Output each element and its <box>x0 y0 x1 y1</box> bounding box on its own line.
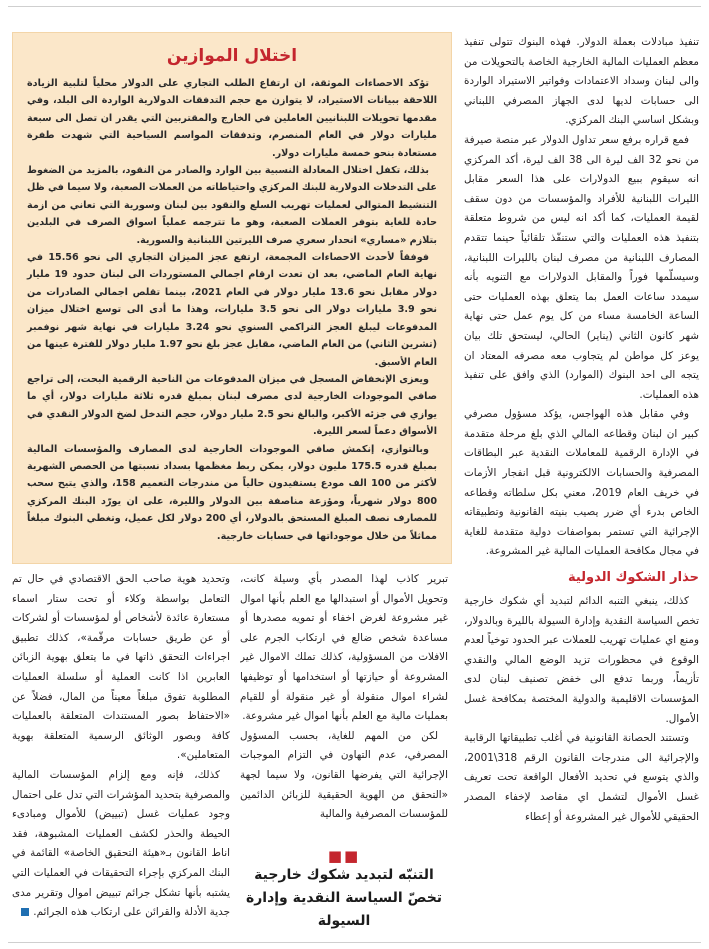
right-paragraph-1: تنفيذ مبادلات بعملة الدولار. فهذه البنوك تتولى تنفيذ معظم العمليات المالية الخارجية الخاصة بالتحويلات من والى لبنان وسداد الاعتمادات وفواتير الاستيراد الواردة الى حسابات لديها لدى الجهاز المصرفي اللبناني وبشكل اساسي البنك المركزي. <box>464 36 699 127</box>
box-paragraph-5: وبالتوازي، إنكمش صافي الموجودات الخارجية لدى المصارف والمؤسسات المالية بمبلغ قدره 175.5 مليون دولار، يمكن ربط مغظمها بسداد نسبتها من الحصص الشهرية لأكثر من 100 الف مودع يستفيدون حالياً من مندرجات التعميم 158، والذي يتيح سحب 800 دولار شهرياً، ومؤزعة مناصفة بين الدولار والليرة، على ان يورّد البنك المركزي للمصارف نصف المبلغ المستحق بالدولار، أي 200 دولار لكل عميل، وتغطي البنوك مبلغاً مماثلاً من خلال موجوداتها في حسابات خارجية. <box>27 443 437 542</box>
middle-paragraph-1: تبرير كاذب لهذا المصدر بأي وسيلة كانت، وتحويل الأموال أو استبدالها مع العلم بأنها اموال غير مشروعة لغرض اخفاء أو تمويه مصدرها أو مساعدة شخص ضالع في ارتكاب الجرم على الافلات من المسؤولية، كذلك تملك الاموال غير المشروعة أو حيازتها أو استخدامها أو توظيفها لشراء اموال منقولة أو غير منقولة أو للقيام بعمليات مالية مع العلم بأنها اموال غير مشروعة. <box>240 573 448 723</box>
bottom-rule <box>8 942 701 943</box>
left-paragraph-2-text: كذلك، فإنه ومع إلزام المؤسسات المالية والمصرفية بتحديد المؤشرات التي تدل على احتمال وجود عمليات غسل (تبييض) للأموال ومبادىء الحيطة والحذر لكشف العمليات المشبوهة، فقد اناط القانون بـ«هيئة التحقيق الخاصة» القائمة في البنك المركزي بإجراء التحقيقات في العمليات التي يشتبه بأنها تشكل جرائم تبييض اموال وتقرير مدى جدية الأدلة والقرائن على ارتكاب هذه الجرائم. <box>12 768 230 919</box>
top-rule <box>8 6 701 7</box>
left-paragraph-1: وتحديد هوية صاحب الحق الاقتصادي في حال تم التعامل بواسطة وكلاء أو تحت ستار اسماء مستعارة عائدة لأشخاص أو لمؤسسات أو لشركات أو عن طريق حسابات مرقّمة»، كذلك تطبيق اجراءات التحقق ذاتها في ما يتعلق بهوية الزبائن العابرين اذا كانت العملية أو سلسلة العمليات المطلوبة تفوق مبلغاً معيناً من المال، فضلاً عن «الاحتفاظ بصور المستندات المتعلقة بالعمليات كافة وبصور الوثائق الرسمية المتعلقة بهوية المتعاملين». <box>12 573 230 762</box>
end-mark-icon <box>21 908 29 916</box>
quote-line-2: تخصّ السياسة النقدية وإدارة السيولة <box>245 890 443 929</box>
right-column <box>464 33 699 938</box>
box-paragraph-4: ويعزى الإنخفاض المسجل في ميزان المدفوعات من الناحية الرقمية البحت، إلى تراجع صافي الموجودات الخارجية لدى مصرف لبنان بمبلغ قدره ثلاثة مليارات دولار، أي ما يوازي في جزئه الأكبر، والبالغ نحو 2.5 مليار دولار، حجم التدخل لضخ الدولار النقدي في الأسواق دعماً لسعر الليرة. <box>27 373 437 438</box>
right-paragraph-4: كذلك، ينبغي التنبه الدائم لتبديد أي شكوك خارجية تخص السياسة النقدية وإدارة السيولة بالليرة وبالدولار، ومنع اي عمليات تهريب للعملات عبر الحدود توخياً لعدم الوقوع في محظورات تزيد الوضع المالي والنقدي تأزيماً، وربما تدفع الى خفض تصنيف لبنان لدى المؤسسات الاقليمية والدولية المختصة بمكافحة غسل الأموال. <box>464 595 699 725</box>
left-paragraph-2 <box>12 766 230 923</box>
pull-quote <box>240 848 448 938</box>
quote-line-1: التنبّه لتبديد شكوك خارجية <box>254 867 434 883</box>
middle-column <box>240 570 448 870</box>
sidebar-box <box>12 32 452 564</box>
box-paragraph-3: فوفقاً لأحدث الاحصاءات المجمعة، ارتفع عجز الميزان التجاري الى نحو 15.56 في نهاية العام الماضي، بعد ان تعدت ارقام اجمالي المستوردات الى لبنان حدود 19 مليار دولار مقابل نحو 13.6 مليار دولار في العام 2021، بينما تقلص اجمالي الصادرات من نحو 3.9 مليارات دولار الى نحو 3.5 مليارات، وهذا ما أدى الى توسع اختلال ميزان المدفوعات ليبلغ العجز التراكمي السنوي نحو 3.24 مليارات في نهاية شهر نوفمبر (تشرين الثاني) من العام الماضي، مقابل عجز بلغ نحو 1.97 مليار دولار للفترة عينها من العام الأسبق. <box>27 252 438 368</box>
box-paragraph-1: تؤكد الاحصاءات الموثقة، ان ارتفاع الطلب التجاري على الدولار محلياً لتلبية الزيادة اللاحقة ببيانات الاستيراد، لا يتوازن مع حجم التدفقات الدولارية الواردة الى البلد، وفي مقدمها تحويلات اللبنانيين العاملين في الخارج والمقتربين التي يقدر ان تصل الى سبعة مليارات دولار في العام المنصرم، وتدفقات المواسم السياحية التي شهدت طفرة مستعادة بنحو خمسة مليارات دولار. <box>27 78 437 159</box>
right-paragraph-2: فمع قراره برفع سعر تداول الدولار عبر منصة صيرفة من نحو 32 الف ليرة الى 38 الف ليرة، أكد المركزي انه سيقوم ببيع الدولارات على هذا السعر مقابل الليرات اللبنانية للأفراد والمؤسسات من دون سقف لقيمة العمليات، كما أكد انه ليس من شروط متعلقة بتنفيذ هذه العمليات والتي ستنفّذ تلقائياً حينما تتقدم المصارف اللبنانية من مصرف لبنان بالليرات اللبنانية، وسيسلّمها فوراً والمقابل الدولارات مع التنويه بأنه سيمدد ساعات العمل بما يتعلق بهذه العمليات حتى الساعة الخامسة مساء من كل يوم عمل حتى نهاية شهر كانون الثاني (يناير) الحالي، ليستحق تلك بيان يوعز كل مواطن لم يتجاوب معه مصرفه المعتاد ان يتجه الى احد البنوك (الموارد) الذي وافق على تنفيذ هذه العمليات. <box>464 133 699 401</box>
quote-marks: ■■ <box>327 847 361 865</box>
subheading: حذار الشكوك الدولية <box>567 570 699 586</box>
right-paragraph-5: وتستند الحصانة القانونية في أغلب تطبيقاتها الرقابية والإجرائية الى مندرجات القانون الرقم 318\2001، والذي يتوسع في تحديد الأفعال الواقعة تحت تعريف غسل الأموال لتشمل اي مقاصد لإخفاء المصدر الحقيقي للأموال غير المشروعة أو إعطاء <box>464 732 699 823</box>
box-paragraph-2: بذلك، تكفل اختلال المعادلة النسبية بين الوارد والصادر من النقود، بالمزيد من الضغوط على التدخلات الدولارية للبنك المركزي واحتياطاته من العملات الصعبة، ولا سيما في ظل التنشيط المتوالي لعمليات تهريب السلع والنقود بين لبنان وسورية التي تعاني من ازمة حادة للغاية بتوفر العملات الصعبة، وهو ما تترجمه عملياً اسواق الصرف في البلدين بتلازم «مساري» انحدار سعري صرف الليرتين اللبنانية والسورية. <box>27 165 437 246</box>
box-body <box>13 75 451 545</box>
left-column <box>12 570 230 940</box>
middle-paragraph-2: لكن من المهم للغاية، بحسب المسؤول المصرفي، عدم التهاون في التزام الموجبات الإجرائية التي يفرضها القانون، ولا سيما لجهة «التحقق من الهوية الحقيقية للزبائن الدائمين للمؤسسات المصرفية والمالية <box>240 729 448 821</box>
right-paragraph-3: وفي مقابل هذه الهواجس، يؤكد مسؤول مصرفي كبير ان لبنان وقطاعه المالي الذي بلغ مرحلة متقدمة في الإدارة الرقمية للمعاملات النقدية عبر البطاقات المصرفية والحسابات الالكترونية قبل انفجار الأزمات في خريف العام 2019، معني بكل سلطاته وقطاعه الخاص بدرء أي ضرر يصيب بنيته القانونية وتطبيقاته الإجرائية التي تستمر بمواصفات دولية متقدمة للغاية في مجال مكافحة العمليات المالية غير المشروعة. <box>464 408 699 558</box>
box-title: اختلال الموازين <box>166 46 298 66</box>
